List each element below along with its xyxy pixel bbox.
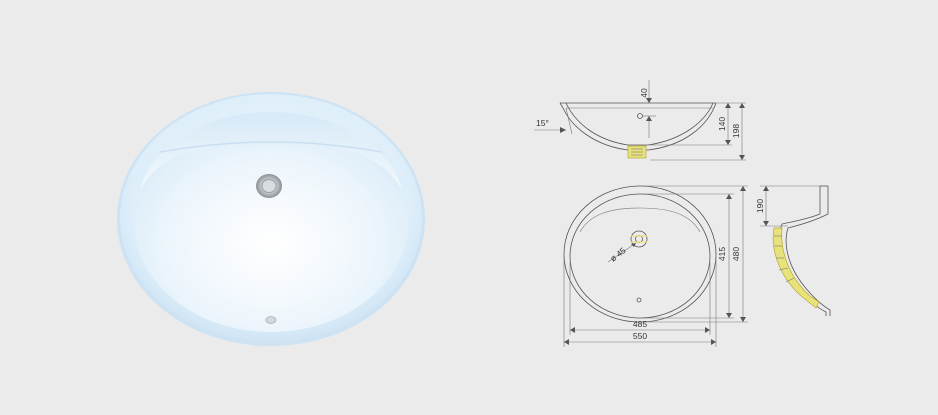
- drain-diameter-label: ø 45: [608, 245, 628, 264]
- inner-length-label: 415: [717, 246, 727, 262]
- front-section-view: [534, 80, 746, 160]
- drain-icon: [256, 174, 282, 198]
- technical-drawing: [534, 80, 830, 347]
- total-height-label: 198: [731, 123, 741, 139]
- angle-label: 15°: [536, 118, 549, 128]
- basin-photo: [117, 92, 425, 346]
- rim-thickness-label: 40: [639, 88, 649, 98]
- side-height-label: 190: [755, 198, 765, 214]
- plan-view: [564, 186, 748, 347]
- outer-length-label: 480: [731, 246, 741, 262]
- outer-width-label: 550: [632, 331, 648, 341]
- side-section-view: [755, 186, 830, 316]
- bowl-depth-label: 140: [717, 116, 727, 132]
- overflow-hole-icon: [266, 317, 276, 324]
- inner-width-label: 485: [632, 319, 648, 329]
